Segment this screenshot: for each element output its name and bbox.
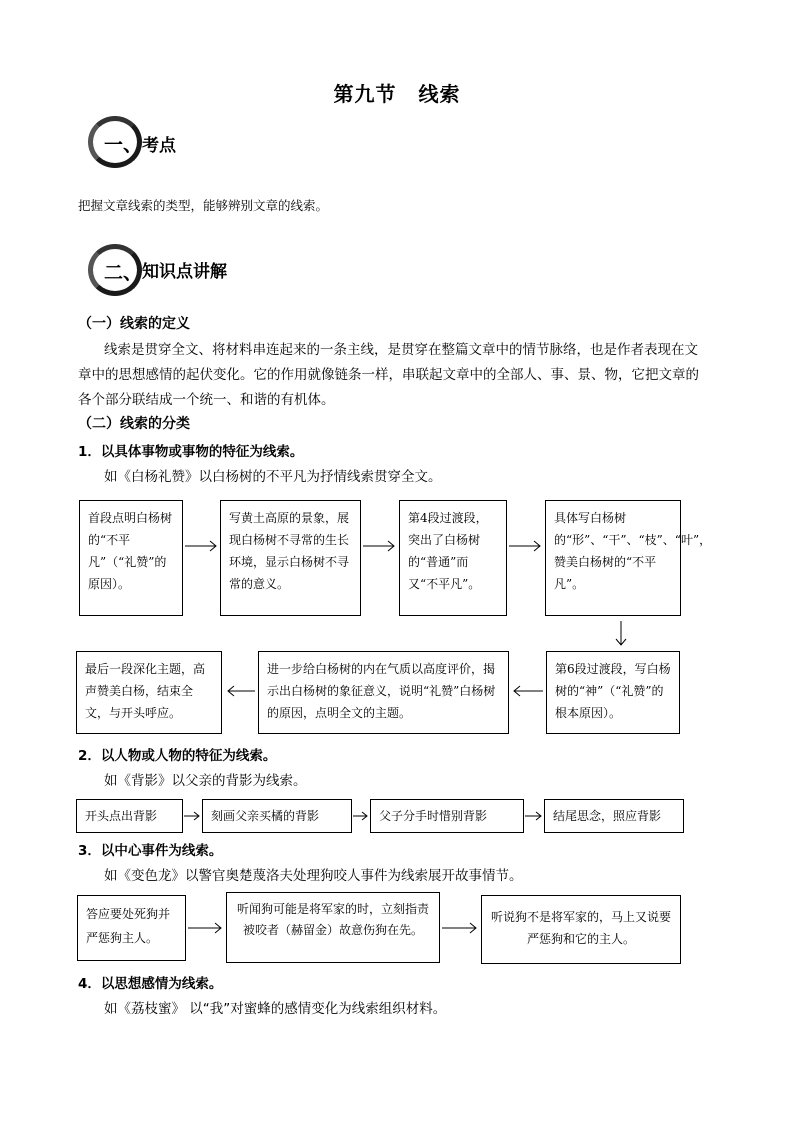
arrow-right-icon	[188, 923, 221, 933]
flow-box: 第6段过渡段，写白杨树的“神”（“礼赞”的根本原因）。	[546, 651, 680, 734]
type-example: 如《变色龙》以警官奥楚蔑洛夫处理狗咬人事件为线索展开故事情节。	[104, 868, 523, 884]
arrow-left-icon	[228, 686, 255, 696]
flow-box: 听说狗不是将军家的，马上又说要严惩狗和它的主人。	[481, 895, 681, 964]
flow-box: 第4段过渡段，突出了白杨树的“普通”而又“不平凡”。	[399, 500, 507, 616]
type-heading: 2．以人物或人物的特征为线索。	[78, 748, 277, 764]
intro-text: 把握文章线索的类型，能够辨别文章的线索。	[78, 198, 329, 213]
flow-box: 刻画父亲买橘的背影	[202, 799, 352, 833]
flow-box: 开头点出背影	[76, 799, 183, 833]
type-example: 如《背影》以父亲的背影为线索。	[104, 773, 307, 789]
arrow-right-icon	[509, 541, 540, 551]
flow-box: 结尾思念，照应背影	[544, 799, 684, 833]
flow-box: 听闻狗可能是将军家的时，立刻指责被咬者（赫留金）故意伤狗在先。	[226, 892, 440, 963]
subheading-classification: （二）线索的分类	[78, 416, 190, 432]
type-heading: 3．以中心事件为线索。	[78, 843, 223, 859]
section-number: 一、	[104, 134, 143, 156]
flow-box: 最后一段深化主题，高声赞美白杨，结束全文，与开头呼应。	[76, 651, 222, 734]
arrow-right-icon	[184, 812, 199, 820]
title-part-chapter: 第九节	[333, 82, 397, 106]
type-heading: 4．以思想感情为线索。	[78, 976, 223, 992]
arrow-right-icon	[185, 541, 216, 551]
arrow-right-icon	[363, 541, 394, 551]
arrow-left-icon	[514, 686, 543, 696]
type-example: 如《荔枝蜜》 以“我”对蜜蜂的感情变化为线索组织材料。	[104, 1001, 447, 1017]
title-part-topic: 线索	[418, 82, 461, 106]
paragraph-line: 章中的思想感情的起伏变化。它的作用就像链条一样，串联起文章中的全部人、事、景、物，它把文章的	[78, 367, 699, 383]
flow-box: 写黄土高原的景象，展现白杨树不寻常的生长环境，显示白杨树不寻常的意义。	[220, 500, 361, 616]
flow-box: 答应要处死狗并严惩狗主人。	[77, 895, 186, 961]
subheading-definition: （一）线索的定义	[78, 316, 190, 332]
section-heading: 知识点讲解	[142, 262, 227, 282]
type-example: 如《白杨礼赞》以白杨树的不平凡为抒情线索贯穿全文。	[104, 469, 442, 485]
flow-box: 首段点明白杨树的“不平凡”（“礼赞”的原因）。	[79, 500, 183, 616]
arrow-right-icon	[442, 923, 476, 933]
arrow-down-icon	[616, 621, 626, 645]
type-heading: 1．以具体事物或事物的特征为线索。	[78, 444, 304, 460]
arrow-right-icon	[353, 812, 367, 820]
section-heading: 考点	[142, 136, 176, 156]
paragraph-line: 线索是贯穿全文、将材料串连起来的一条主线，是贯穿在整篇文章中的情节脉络，也是作者表现在文	[104, 342, 698, 358]
arrow-right-icon	[525, 812, 541, 820]
flow-box: 进一步给白杨树的内在气质以高度评价，揭示出白杨树的象征意义，说明“礼赞”白杨树的原因，点明全文的主题。	[258, 651, 509, 734]
paragraph-line: 各个部分联结成一个统一、和谐的有机体。	[78, 392, 335, 408]
section-number: 二、	[104, 262, 143, 284]
flow-box: 具体写白杨树的“形”、“干”、“枝”、“叶”，赞美白杨树的“不平凡”。	[545, 500, 681, 616]
flow-box: 父子分手时惜别背影	[370, 799, 524, 833]
